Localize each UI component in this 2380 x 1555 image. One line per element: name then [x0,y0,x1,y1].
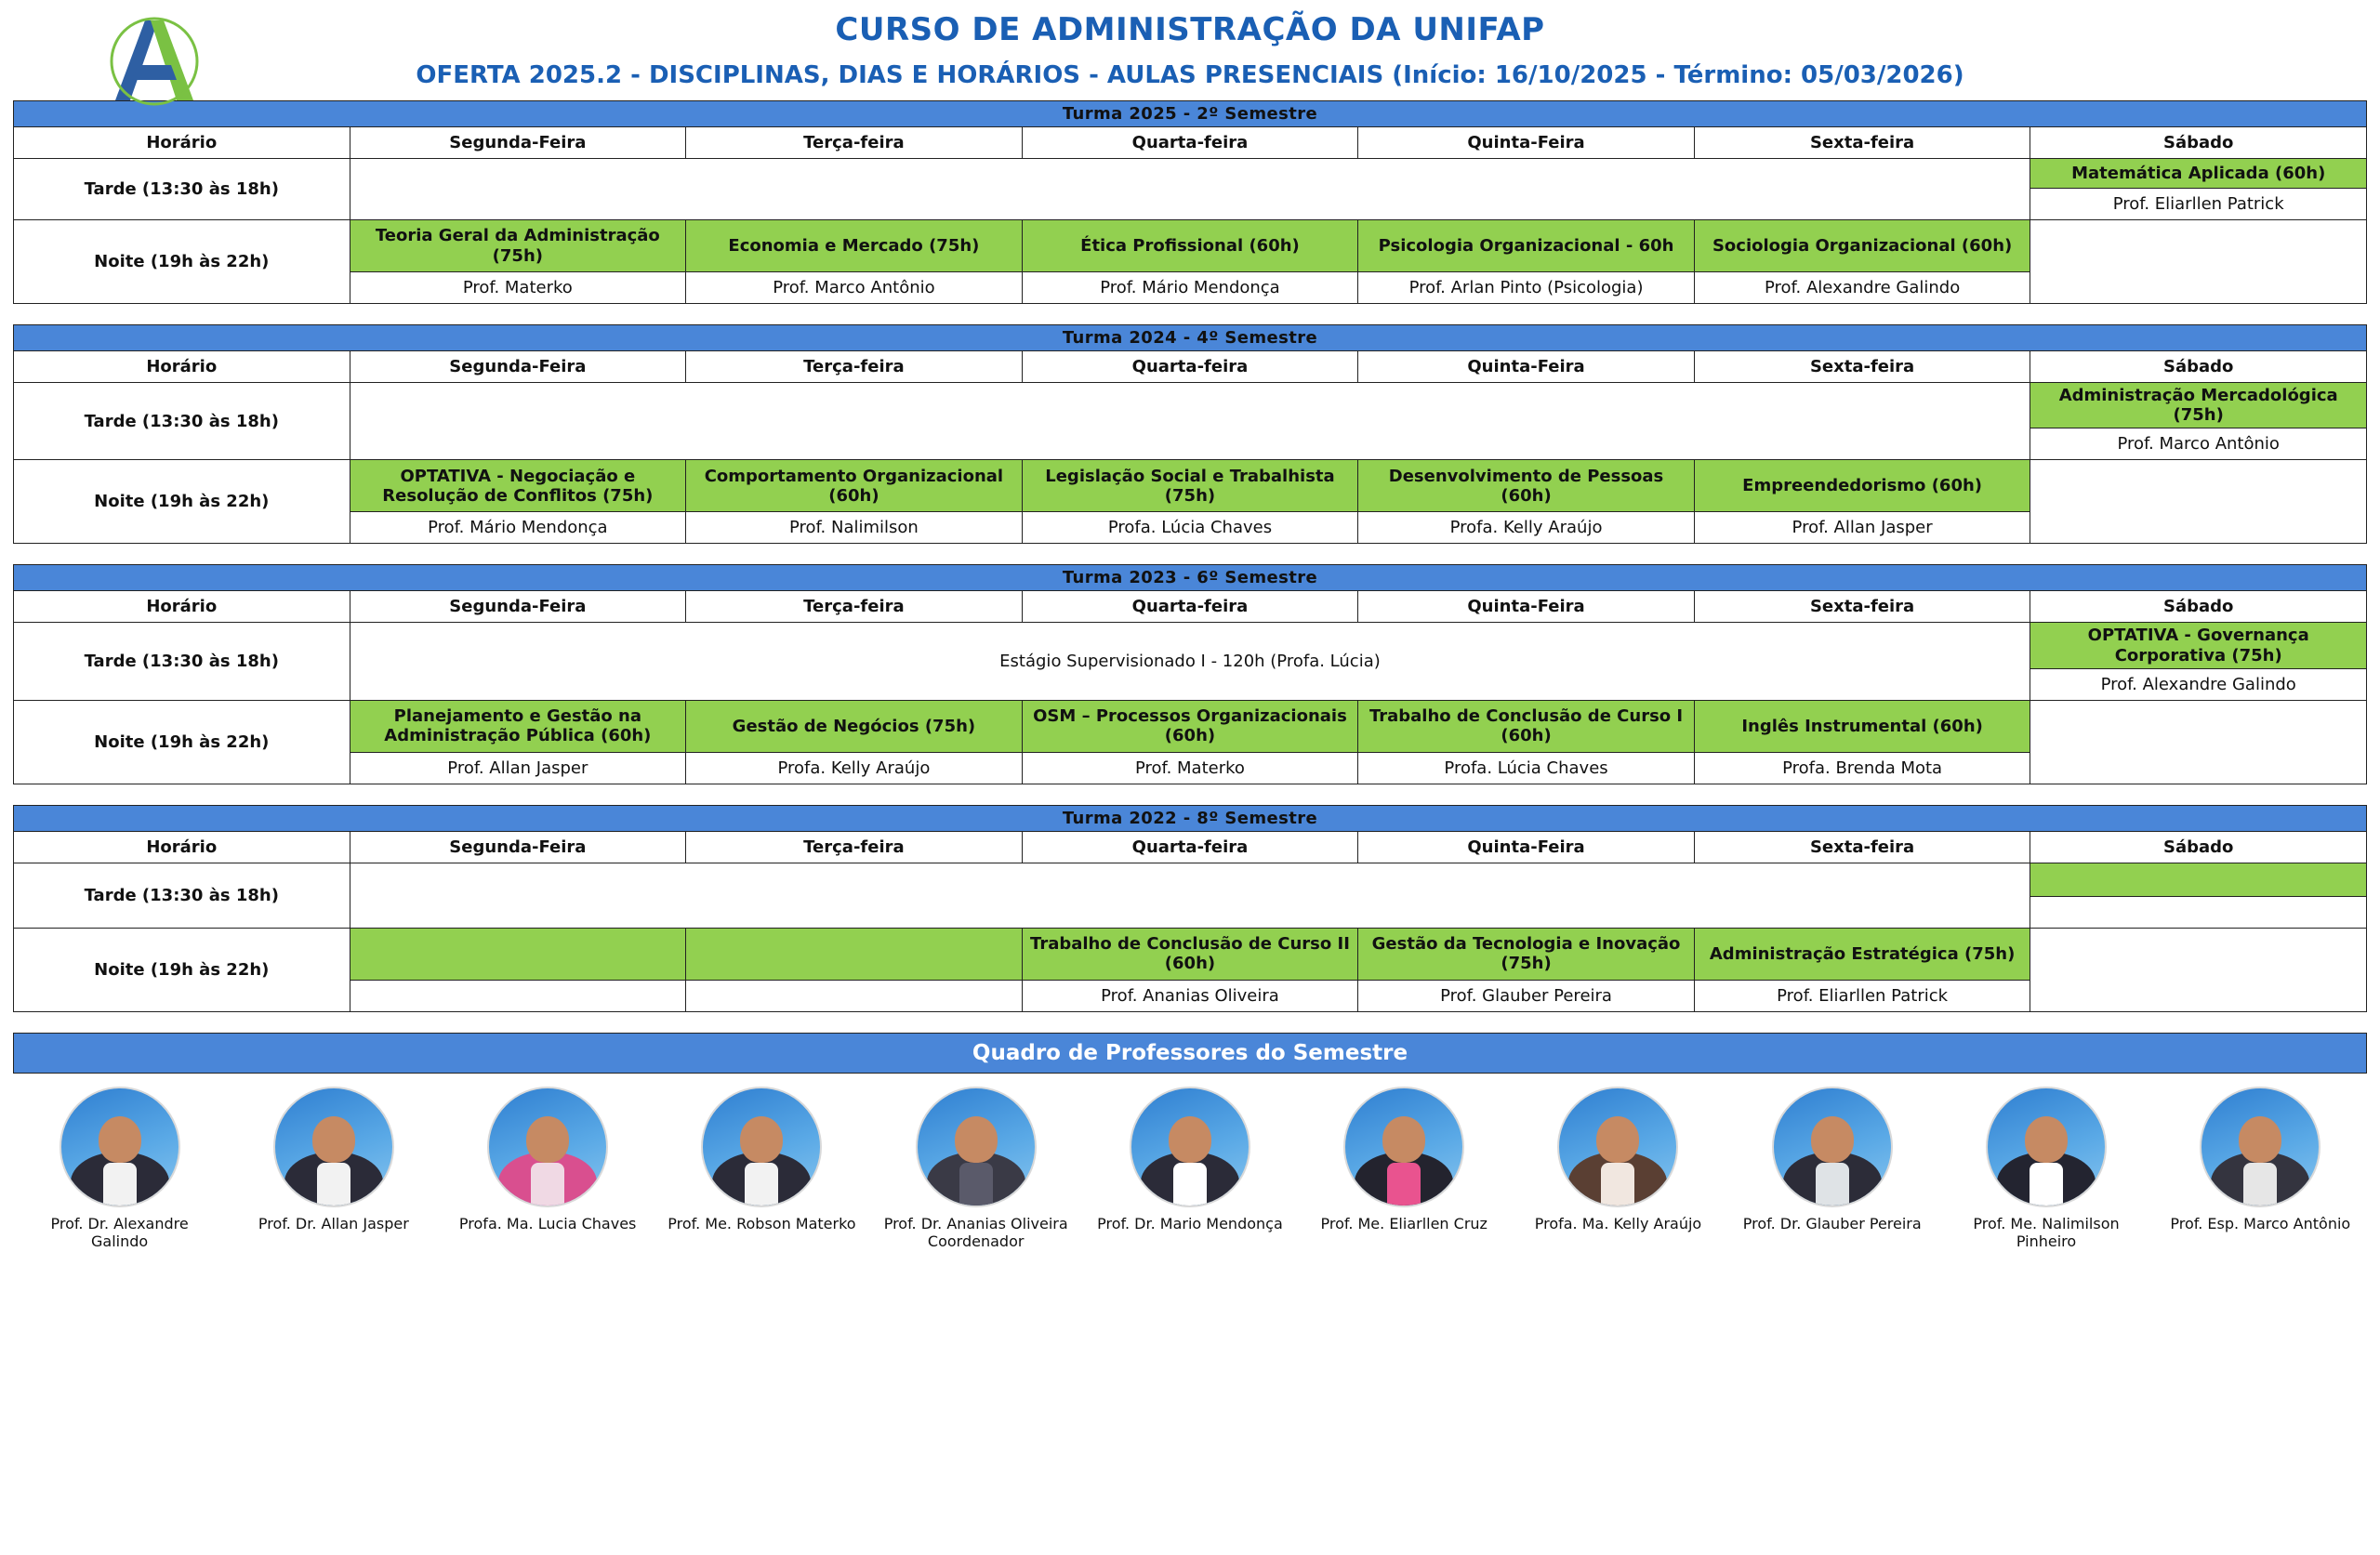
table-row-noite-prof [14,272,2367,304]
col-terca: Terça-feira [686,591,1023,623]
col-quarta: Quarta-feira [1022,591,1358,623]
avatar [1557,1087,1678,1207]
list-item [1521,1087,1715,1232]
row-label-noite: Noite (19h às 22h) [14,220,350,304]
cell-disciplina: Gestão de Negócios (75h) [686,700,1023,752]
cell-professor: Prof. Eliarllen Patrick [1694,980,2030,1011]
col-horario: Horário [14,831,350,863]
cell-disciplina: Desenvolvimento de Pessoas (60h) [1358,460,1695,512]
cell-disciplina: Gestão da Tecnologia e Inovação (75h) [1358,928,1695,980]
col-sexta: Sexta-feira [1694,591,2030,623]
table-header-row [14,127,2367,159]
list-item [236,1087,430,1232]
avatar [2200,1087,2320,1207]
cell-sabado-tarde-prof [2030,896,2367,928]
avatar [1772,1087,1893,1207]
page-title: CURSO DE ADMINISTRAÇÃO DA UNIFAP [835,11,1545,48]
list-item [879,1087,1073,1250]
cell-professor: Prof. Materko [350,272,686,304]
table-row-tarde-disciplina [14,863,2367,896]
cell-professor: Prof. Ananias Oliveira [1022,980,1358,1011]
table-row-noite-disciplina [14,460,2367,512]
col-sabado: Sábado [2030,591,2367,623]
cell-disciplina: Economia e Mercado (75h) [686,220,1023,272]
professor-name: Prof. Dr. Ananias Oliveira Coordenador [883,1214,1068,1251]
cell-disciplina: Comportamento Organizacional (60h) [686,460,1023,512]
col-horario: Horário [14,591,350,623]
avatar [701,1087,822,1207]
col-horario: Horário [14,351,350,383]
cell-disciplina: Teoria Geral da Administração (75h) [350,220,686,272]
list-item [1307,1087,1501,1232]
col-quinta: Quinta-Feira [1358,351,1695,383]
empty-cell [350,863,2030,928]
list-item [1735,1087,1929,1232]
cell-sabado-tarde: OPTATIVA - Governança Corporativa (75h) [2030,623,2367,668]
list-item [1949,1087,2143,1250]
cell-professor: Prof. Alexandre Galindo [1694,272,2030,304]
cell-disciplina: Trabalho de Conclusão de Curso II (60h) [1022,928,1358,980]
table-header-row [14,591,2367,623]
cell-professor: Prof. Glauber Pereira [1358,980,1695,1011]
col-segunda: Segunda-Feira [350,591,686,623]
empty-cell [350,159,2030,220]
cell-professor: Prof. Allan Jasper [1694,512,2030,544]
cell-professor: Prof. Arlan Pinto (Psicologia) [1358,272,1695,304]
cell-disciplina [350,928,686,980]
list-item [665,1087,859,1232]
col-quarta: Quarta-feira [1022,351,1358,383]
schedule-table-turma-2022 [13,805,2367,1012]
professor-name: Prof. Me. Eliarllen Cruz [1320,1214,1488,1232]
professor-name: Prof. Dr. Allan Jasper [258,1214,409,1232]
cell-disciplina: Empreendedorismo (60h) [1694,460,2030,512]
empty-cell [350,383,2030,460]
page-header [13,6,2367,100]
cell-disciplina: Psicologia Organizacional - 60h [1358,220,1695,272]
col-horario: Horário [14,127,350,159]
col-terca: Terça-feira [686,831,1023,863]
turma-banner: Turma 2025 - 2º Semestre [14,101,2367,127]
cell-professor: Prof. Allan Jasper [350,752,686,784]
cell-disciplina: Legislação Social e Trabalhista (75h) [1022,460,1358,512]
table-row-noite-disciplina [14,700,2367,752]
cell-disciplina: Trabalho de Conclusão de Curso I (60h) [1358,700,1695,752]
empty-cell [2030,460,2367,544]
professor-name: Profa. Ma. Lucia Chaves [458,1214,637,1232]
cell-professor: Prof. Mário Mendonça [1022,272,1358,304]
cell-disciplina: Inglês Instrumental (60h) [1694,700,2030,752]
col-sexta: Sexta-feira [1694,831,2030,863]
avatar [1130,1087,1250,1207]
col-segunda: Segunda-Feira [350,351,686,383]
professores-list [13,1074,2367,1256]
list-item [22,1087,217,1250]
cell-disciplina: Ética Profissional (60h) [1022,220,1358,272]
table-row-noite-disciplina [14,220,2367,272]
cell-sabado-tarde [2030,863,2367,896]
avatar [487,1087,608,1207]
row-label-tarde: Tarde (13:30 às 18h) [14,383,350,460]
cell-sabado-tarde: Matemática Aplicada (60h) [2030,159,2367,189]
row-label-noite: Noite (19h às 22h) [14,460,350,544]
cell-disciplina: Administração Estratégica (75h) [1694,928,2030,980]
cell-sabado-tarde-prof: Prof. Marco Antônio [2030,428,2367,460]
professor-name: Prof. Esp. Marco Antônio [2170,1214,2351,1232]
avatar [273,1087,394,1207]
cell-professor [686,980,1023,1011]
row-label-tarde: Tarde (13:30 às 18h) [14,159,350,220]
col-quinta: Quinta-Feira [1358,831,1695,863]
avatar [60,1087,180,1207]
col-terca: Terça-feira [686,127,1023,159]
professor-name: Prof. Dr. Glauber Pereira [1742,1214,1922,1232]
cell-disciplina: OPTATIVA - Negociação e Resolução de Conflitos (75h) [350,460,686,512]
cell-disciplina [686,928,1023,980]
cell-sabado-tarde-prof: Prof. Eliarllen Patrick [2030,189,2367,220]
professor-name: Profa. Ma. Kelly Araújo [1534,1214,1702,1232]
col-terca: Terça-feira [686,351,1023,383]
list-item [451,1087,645,1232]
table-row-tarde-disciplina [14,383,2367,428]
cell-disciplina: Planejamento e Gestão na Administração Pública (60h) [350,700,686,752]
professor-name: Prof. Me. Nalimilson Pinheiro [1973,1214,2120,1251]
table-row-noite-prof [14,512,2367,544]
table-row-tarde-disciplina [14,159,2367,189]
list-item [2163,1087,2358,1232]
cell-professor: Prof. Mário Mendonça [350,512,686,544]
row-label-tarde: Tarde (13:30 às 18h) [14,863,350,928]
professores-banner: Quadro de Professores do Semestre [13,1033,2367,1074]
row-label-tarde: Tarde (13:30 às 18h) [14,623,350,700]
col-sabado: Sábado [2030,351,2367,383]
schedule-table-turma-2023 [13,564,2367,784]
cell-sabado-tarde: Administração Mercadológica (75h) [2030,383,2367,428]
cell-professor: Prof. Materko [1022,752,1358,784]
col-quarta: Quarta-feira [1022,127,1358,159]
avatar [916,1087,1037,1207]
col-quarta: Quarta-feira [1022,831,1358,863]
avatar [1343,1087,1464,1207]
table-row-tarde-disciplina [14,623,2367,668]
professor-name: Prof. Dr. Mario Mendonça [1097,1214,1283,1232]
cell-professor: Profa. Lúcia Chaves [1022,512,1358,544]
empty-cell [2030,700,2367,784]
col-segunda: Segunda-Feira [350,127,686,159]
unifap-a-logo-icon [97,7,208,119]
cell-disciplina: Sociologia Organizacional (60h) [1694,220,2030,272]
row-label-noite: Noite (19h às 22h) [14,928,350,1011]
avatar [1986,1087,2107,1207]
col-quinta: Quinta-Feira [1358,591,1695,623]
cell-estagio: Estágio Supervisionado I - 120h (Profa. Lúcia) [350,623,2030,700]
empty-cell [2030,220,2367,304]
cell-professor: Prof. Nalimilson [686,512,1023,544]
turma-banner: Turma 2024 - 4º Semestre [14,325,2367,351]
col-quinta: Quinta-Feira [1358,127,1695,159]
col-segunda: Segunda-Feira [350,831,686,863]
schedule-table-turma-2025 [13,100,2367,304]
cell-professor: Profa. Brenda Mota [1694,752,2030,784]
page-subtitle: OFERTA 2025.2 - DISCIPLINAS, DIAS E HORÁRIOS - AULAS PRESENCIAIS (Início: 16/10/2025 - Término: 05/03/2026) [416,61,1964,89]
table-header-row [14,351,2367,383]
cell-professor [350,980,686,1011]
col-sabado: Sábado [2030,127,2367,159]
cell-professor: Prof. Marco Antônio [686,272,1023,304]
list-item [1092,1087,1287,1232]
cell-sabado-tarde-prof: Prof. Alexandre Galindo [2030,668,2367,700]
table-header-row [14,831,2367,863]
row-label-noite: Noite (19h às 22h) [14,700,350,784]
col-sexta: Sexta-feira [1694,127,2030,159]
empty-cell [2030,928,2367,1011]
cell-professor: Profa. Kelly Araújo [686,752,1023,784]
cell-disciplina: OSM – Processos Organizacionais (60h) [1022,700,1358,752]
turma-banner: Turma 2022 - 8º Semestre [14,805,2367,831]
professor-name: Prof. Me. Robson Materko [668,1214,856,1232]
schedule-table-turma-2024 [13,324,2367,544]
cell-professor: Profa. Lúcia Chaves [1358,752,1695,784]
col-sabado: Sábado [2030,831,2367,863]
table-row-noite-prof [14,980,2367,1011]
turma-banner: Turma 2023 - 6º Semestre [14,565,2367,591]
cell-professor: Profa. Kelly Araújo [1358,512,1695,544]
col-sexta: Sexta-feira [1694,351,2030,383]
professor-name: Prof. Dr. Alexandre Galindo [50,1214,189,1251]
table-row-noite-prof [14,752,2367,784]
table-row-noite-disciplina [14,928,2367,980]
